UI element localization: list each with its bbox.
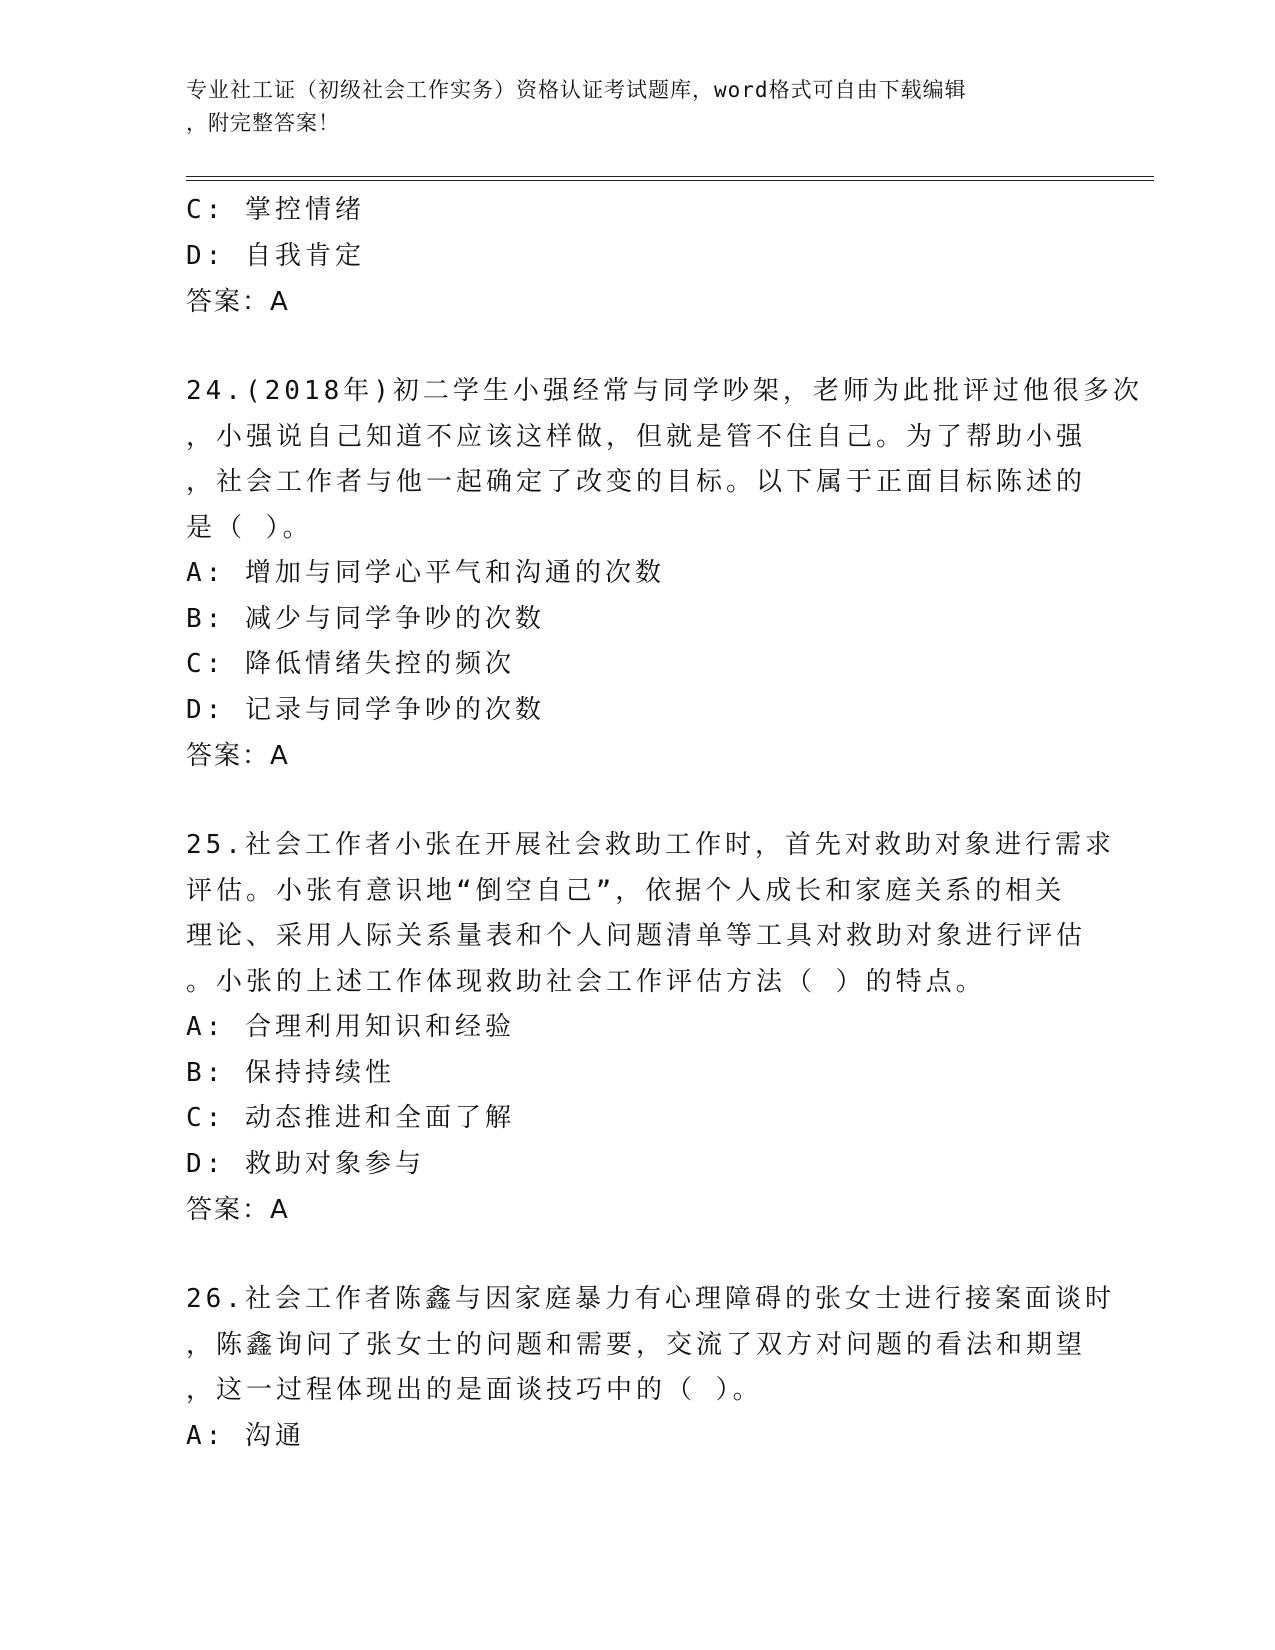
question-text-line: ，陈鑫询问了张女士的问题和需要，交流了双方对问题的看法和期望 — [186, 1329, 1087, 1360]
question-24 — [186, 369, 1143, 779]
question-text-line: ，这一过程体现出的是面谈技巧中的（ ）。 — [186, 1375, 763, 1405]
answer-label: 答案：A — [186, 287, 290, 317]
question-text-line: 。小张的上述工作体现救助社会工作评估方法（ ）的特点。 — [186, 966, 986, 997]
question-text-line: 24.(2018年)初二学生小强经常与同学吵架，老师为此批评过他很多次 — [186, 376, 1143, 406]
option-a: A: 增加与同学心平气和沟通的次数 — [186, 558, 665, 588]
option-c: C: 掌控情绪 — [186, 195, 365, 225]
answer-label: 答案：A — [186, 741, 290, 771]
answer-label: 答案：A — [186, 1195, 290, 1225]
option-d: D: 记录与同学争吵的次数 — [186, 694, 545, 725]
question-26 — [186, 1277, 1115, 1459]
question-text-line: 是（ ）。 — [186, 512, 313, 543]
option-b: B: 减少与同学争吵的次数 — [186, 603, 545, 634]
document-header — [186, 74, 1066, 140]
option-c: C: 降低情绪失控的频次 — [186, 649, 515, 679]
question-text-line: 26.社会工作者陈鑫与因家庭暴力有心理障碍的张女士进行接案面谈时 — [186, 1284, 1115, 1314]
question-text-line: ，小强说自己知道不应该这样做，但就是管不住自己。为了帮助小强 — [186, 421, 1087, 452]
option-a: A: 合理利用知识和经验 — [186, 1012, 515, 1042]
option-c: C: 动态推进和全面了解 — [186, 1103, 515, 1133]
question-text-line: 理论、采用人际关系量表和个人问题清单等工具对救助对象进行评估 — [186, 921, 1087, 951]
previous-question-tail — [186, 188, 1086, 325]
question-text-line: ，社会工作者与他一起确定了改变的目标。以下属于正面目标陈述的 — [186, 467, 1087, 497]
question-text-line: 25.社会工作者小张在开展社会救助工作时，首先对救助对象进行需求 — [186, 830, 1115, 860]
option-d: D: 救助对象参与 — [186, 1148, 425, 1179]
option-d: D: 自我肯定 — [186, 240, 365, 271]
header-title-line2: ，附完整答案！ — [186, 111, 340, 135]
header-title-line1: 专业社工证（初级社会工作实务）资格认证考试题库，word格式可自由下载编辑 — [186, 78, 967, 102]
question-text-line: 评估。小张有意识地“倒空自己”，依据个人成长和家庭关系的相关 — [186, 875, 1066, 906]
document-body — [186, 188, 1143, 1459]
header-divider — [186, 176, 1154, 181]
option-b: B: 保持持续性 — [186, 1057, 395, 1088]
question-25 — [186, 823, 1115, 1233]
option-a: A: 沟通 — [186, 1420, 305, 1451]
